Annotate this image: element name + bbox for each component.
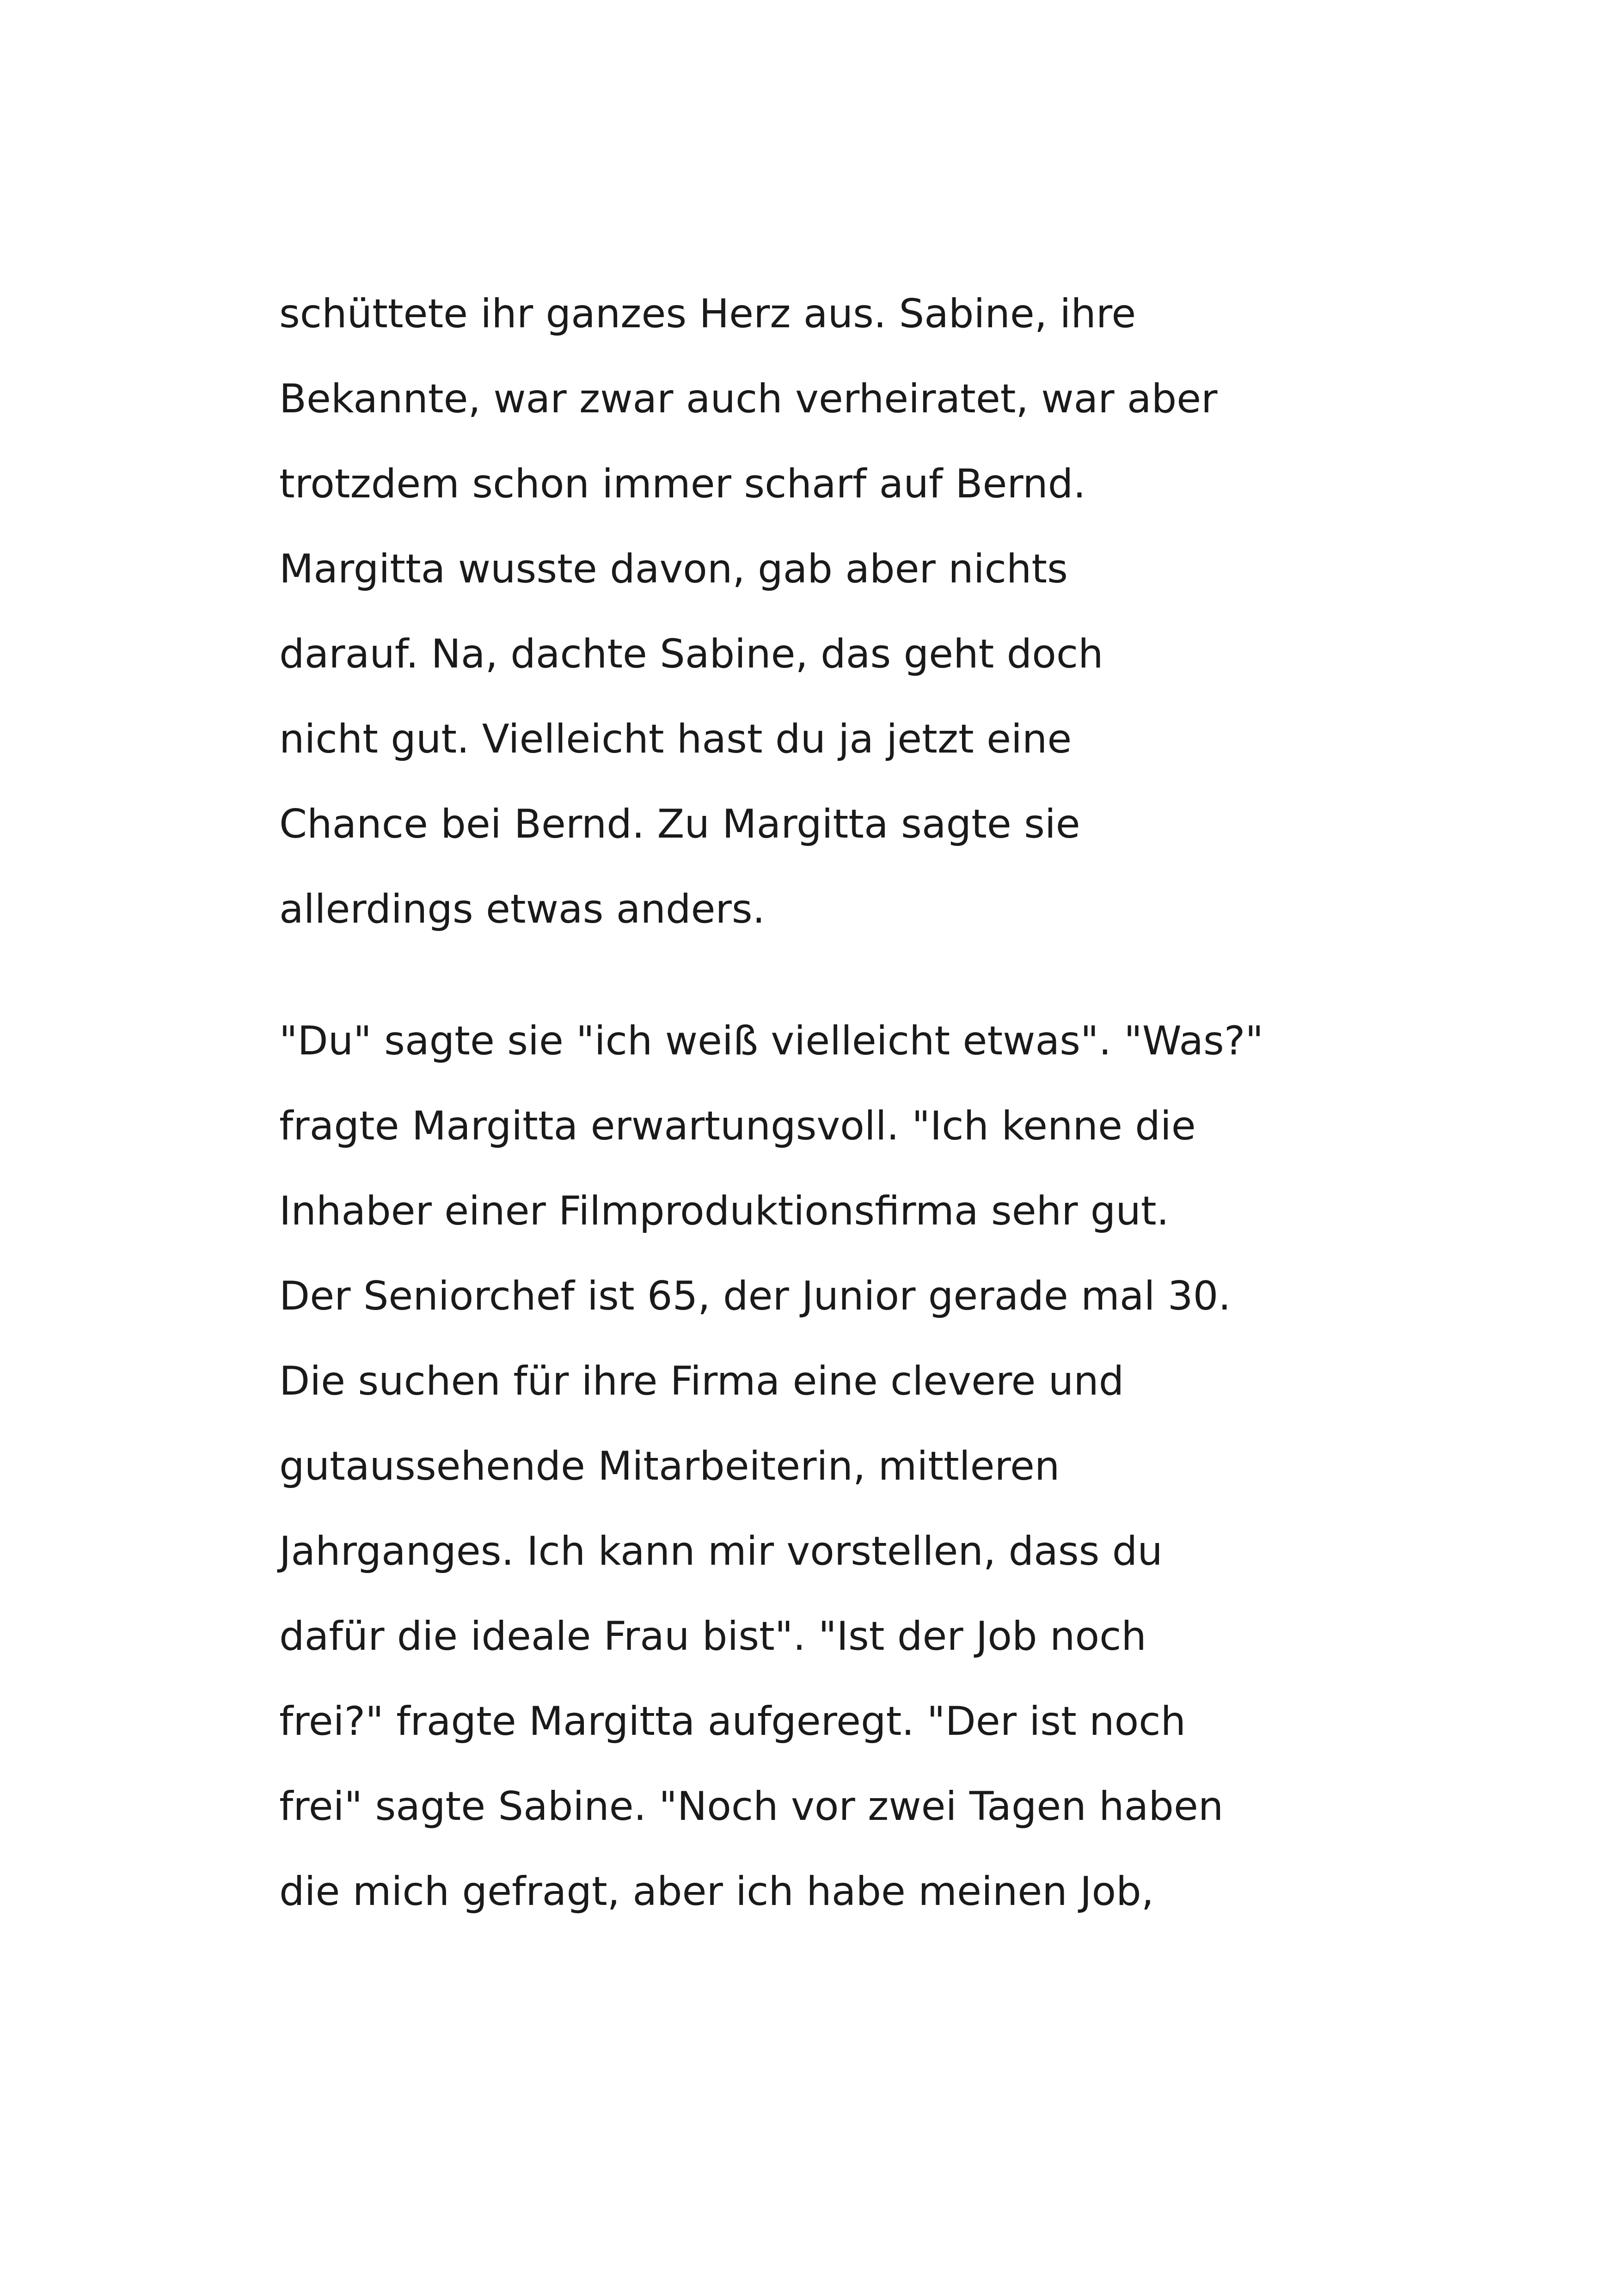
text-line: frei" sagte Sabine. "Noch vor zwei Tagen haben	[279, 1783, 1224, 1830]
text-line: frei?" fragte Margitta aufgeregt. "Der ist noch	[279, 1698, 1186, 1745]
text-line: Chance bei Bernd. Zu Margitta sagte sie	[279, 801, 1080, 847]
text-line: Bekannte, war zwar auch verheiratet, war aber	[279, 376, 1218, 422]
text-line: Inhaber einer Filmproduktionsfirma sehr gut.	[279, 1188, 1169, 1234]
text-line: Der Seniorchef ist 65, der Junior gerade mal 30.	[279, 1273, 1231, 1319]
text-line: schüttete ihr ganzes Herz aus. Sabine, ihre	[279, 291, 1136, 337]
text-line: die mich gefragt, aber ich habe meinen Job,	[279, 1868, 1154, 1915]
text-line: "Du" sagte sie "ich weiß vielleicht etwas". "Was?"	[279, 1018, 1264, 1064]
text-line: Jahrganges. Ich kann mir vorstellen, dass du	[279, 1528, 1163, 1574]
text-line: allerdings etwas anders.	[279, 886, 765, 932]
text-line: dafür die ideale Frau bist". "Ist der Job noch	[279, 1613, 1146, 1659]
text-line: darauf. Na, dachte Sabine, das geht doch	[279, 631, 1103, 677]
text-line: trotzdem schon immer scharf auf Bernd.	[279, 461, 1086, 507]
paragraph-2	[279, 998, 1398, 1934]
text-line: gutaussehende Mitarbeiterin, mittleren	[279, 1443, 1060, 1489]
paragraph-1	[279, 271, 1398, 952]
text-line: fragte Margitta erwartungsvoll. "Ich kenne die	[279, 1103, 1196, 1149]
text-line: nicht gut. Vielleicht hast du ja jetzt eine	[279, 716, 1072, 762]
text-line: Die suchen für ihre Firma eine clevere und	[279, 1358, 1124, 1404]
text-line: Margitta wusste davon, gab aber nichts	[279, 546, 1068, 592]
